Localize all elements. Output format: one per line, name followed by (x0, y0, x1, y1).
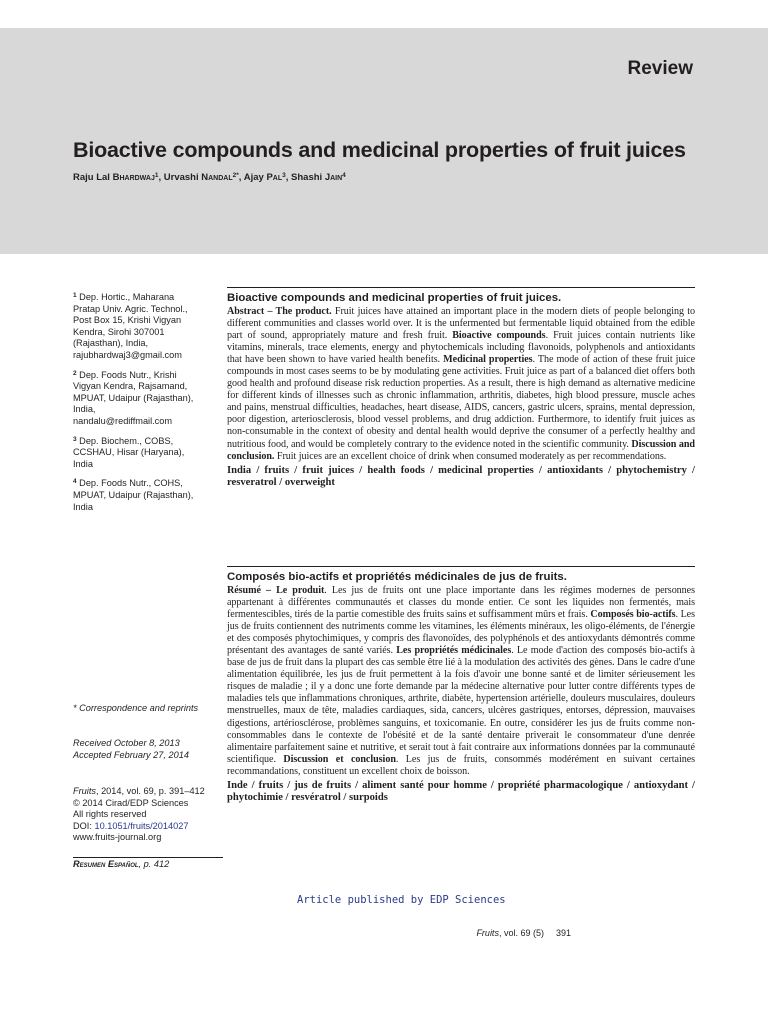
author-separator: , (158, 172, 164, 183)
affiliation-line: India, (73, 404, 96, 415)
affiliation-line: MPUAT, Udaipur (Rajasthan), (73, 392, 194, 403)
resume-segment-text: . Le mode d'action des composés bio-actifs à base de jus de fruit dans la plupart des cas semble être lié à la modulation des activités des gènes. Dans le cadre d'une alimentation équilibrée, les jus de fruit permettent à la fois d'avoir une bonne santé et de limiter sérieusement les risques de maladie ; il y a donc une forte demande par la médecine alternative pour lutter contre différents types de maladies tels que inflammations chroniques, arthrite, diabète, hypertension artérielle, douleurs musculaires, douleurs menstruelles, maux de tête, maladies cardiaques, sida, cancers, ulcères gastriques, entorses, dépression, mauvaises digestions, artériosclérose, problèmes sanguins, et toxicomanie. En outre, considérer les jus de fruits comme non-consommables dans le contexte de l'obésité et de la santé dentaire priverait le consommateur d'une denrée alimentaire parfaitement saine et nutritive, et serait tout à fait contraire aux informations données par la communauté scientifique. (227, 645, 695, 765)
author-first-name: Shashi (291, 172, 325, 183)
affiliation-line: $^4$ Dep. Foods Nutr., COHS, (73, 478, 183, 489)
abstract-segment-heading: Discussion and conclusion. (227, 438, 695, 462)
resume-segment-text: . Les jus de fruits, consommés modérément en suivant certaines recommandations, constituent un excellent choix de boisson. (227, 753, 696, 777)
resume-segment-text: . Les jus de fruits contiennent des nutriments comme les vitamines, les éléments minéraux, les oligo-éléments, de l'énergie et des composés phytochimiques, y compris des flavonoïdes, des polyphénols et des antioxydants démontrés comme présentant des avantages de santé variés. (227, 609, 695, 657)
author-last-name: Bhardwaj (112, 172, 155, 183)
french-keywords: Inde / fruits / jus de fruits / aliment santé pour homme / propriété pharmacologique / antioxydant / phytochimie / resvératrol / surpoids (227, 779, 695, 804)
received-date: Received October 8, 2013 (73, 738, 180, 748)
affiliation-number: 1 (73, 292, 77, 299)
affiliation-line[interactable]: rajubhardwaj3@gmail.com (73, 349, 182, 360)
resume-segment-text: . Les jus de fruits ont une place importante dans les régimes modernes de personnes appartenant à différentes communautés et classes du monde entier. Ce sont les liquides non fermentés, mais fermentescibles, tirés de la partie comestible des fruits sains et suffisamment mûrs et frais. (227, 585, 695, 621)
affiliation-line: Post Box 15, Krishi Vigyan (73, 315, 182, 326)
affiliation (73, 290, 223, 362)
resume-segment-heading: Résumé – Le produit (227, 585, 325, 596)
author-last-name: Jain (324, 172, 343, 183)
divider (227, 287, 695, 288)
affiliation-line: Kendra, Sirohi 307001 (73, 326, 165, 337)
divider (227, 566, 695, 567)
spanish-summary-ref (73, 857, 223, 871)
author-first-name: Urvashi (163, 172, 202, 183)
doi (73, 821, 223, 833)
publication-info (73, 786, 223, 844)
page-footer (476, 928, 571, 938)
citation-details: , 2014, vol. 69, p. 391–412 (95, 786, 205, 796)
affiliation (73, 476, 223, 513)
journal-url[interactable]: www.fruits-journal.org (73, 832, 162, 843)
author (73, 172, 158, 183)
author (164, 172, 239, 183)
resume-segment-heading: Les propriétés médicinales (396, 645, 512, 657)
affiliation-line: $^1$ Dep. Hortic., Maharana (73, 292, 175, 302)
author-separator: , (238, 172, 244, 183)
doi-label: DOI: (73, 820, 95, 831)
author (244, 172, 286, 183)
affiliation-line: Pratap Univ. Agric. Technol., (73, 303, 188, 314)
abstract-segment-text: Fruit juices are an excellent choice of drink when consumed moderately as per recommendations. (274, 450, 667, 462)
abstract-segment-heading: Abstract – The product. (227, 306, 332, 317)
english-abstract-block (227, 287, 695, 489)
article-title: Bioactive compounds and medicinal properties of fruit juices (73, 138, 686, 162)
english-abstract-text (227, 306, 695, 463)
affiliation-number: 2 (73, 369, 77, 377)
french-abstract-block (227, 566, 695, 804)
page-number: 391 (555, 928, 571, 938)
affiliation-number: 4 (73, 478, 77, 486)
copyright: © 2014 Cirad/EDP Sciences (73, 797, 189, 808)
author-affiliation-marker: 4 (342, 172, 346, 179)
author-first-name: Ajay (243, 172, 267, 183)
affiliation-line: India (73, 501, 93, 512)
affiliation-line: Vigyan Kendra, Rajsamand, (73, 381, 188, 392)
affiliation-line[interactable]: nandalu@rediffmail.com (73, 415, 173, 426)
rights: All rights reserved (73, 809, 147, 820)
affiliation-line: India (73, 458, 93, 469)
accepted-date: Accepted February 27, 2014 (73, 749, 189, 760)
author-list (73, 172, 713, 183)
affiliation-line: $^2$ Dep. Foods Nutr., Krishi (73, 369, 177, 380)
english-abstract-title: Bioactive compounds and medicinal properties of fruit juices. (227, 292, 562, 304)
abstract-segment-text: . The mode of action of these fruit juice compounds in most cases seems to be by modulating gene activities. Fruit juice as part of a balanced diet offers both good health and profound disease risk reduction properties. As a result, there is high demand as alternative medicine for different kinds of illnesses such as chronic inflammation, arthritis, diabetes, high blood pressure, muscle aches and pains, menstrual difficulties, headaches, heart disease, AIDS, cancers, gastric ulcers, sprains, mental depression, poor digestion, arteriosclerosis, blood vessel problems, and drug addiction. Furthermore, to identify fruit juices as non-consumable in the context of obesity and dental health would deprive the consumer of a perfectly healthy and nutritious food, and would be completely contrary to the evidence noted in the scientific community. (227, 354, 695, 450)
affiliation-line: CCSHAU, Hisar (Haryana), (73, 447, 185, 458)
abstract-segment-heading: Medicinal properties (443, 354, 533, 366)
author-affiliation-marker: 1 (154, 172, 159, 179)
edp-sciences-link[interactable]: Article published by EDP Sciences (297, 894, 506, 906)
resume-segment-heading: Composés bio-actifs (590, 609, 676, 621)
citation (73, 786, 223, 798)
author-affiliation-marker: 3 (282, 172, 286, 179)
footer-journal: Fruits (476, 928, 499, 938)
author-last-name: Pal (266, 172, 283, 183)
abstract-segment-text: . Fruit juices contain nutrients like vitamins, minerals, trace elements, energy and phytochemicals including flavonoids, polyphenols and antioxidants that have been shown to have varied health benefits. (227, 330, 695, 366)
journal-name: Fruits (73, 786, 96, 796)
english-keywords: India / fruits / fruit juices / health foods / medicinal properties / antioxidants / phytochemistry / resveratrol / overweight (227, 464, 695, 488)
abstract-segment-text: Fruit juices have attained an important place in the modern diets of people belonging to different communities and classes world over. It is the unfermented but fermentable liquid obtained from the edible part of sound, appropriately mature and fresh fruit. (227, 306, 695, 342)
article-dates (73, 738, 223, 761)
french-abstract-text (227, 585, 695, 778)
abstract-segment-heading: Bioactive compounds (452, 330, 546, 342)
affiliation (73, 434, 223, 471)
correspondence-note: * Correspondence and reprints (73, 703, 199, 713)
article-type-label: Review (627, 58, 693, 79)
author (291, 172, 346, 183)
resumen-page: , p. 412 (138, 859, 170, 869)
affiliation-line: MPUAT, Udaipur (Rajasthan), (73, 489, 194, 500)
author-separator: , (285, 172, 292, 183)
author-last-name: Nandal (201, 172, 233, 183)
affiliation-number: 3 (73, 435, 77, 443)
doi-link[interactable]: 10.1051/fruits/2014027 (94, 820, 189, 831)
resumen-label: Resumen Español (73, 859, 139, 869)
french-abstract-title: Composés bio-actifs et propriétés médicinales de jus de fruits. (227, 571, 567, 583)
author-affiliation-marker: 2* (232, 172, 239, 179)
affiliation (73, 368, 223, 428)
footer-volume: , vol. 69 (5) (498, 928, 544, 938)
affiliation-line: $^3$ Dep. Biochem., COBS, (73, 435, 174, 446)
author-first-name: Raju Lal (73, 172, 113, 183)
affiliations (73, 290, 223, 519)
resume-segment-heading: Discussion et conclusion (283, 753, 396, 765)
affiliation-line: (Rajasthan), India, (73, 338, 149, 349)
